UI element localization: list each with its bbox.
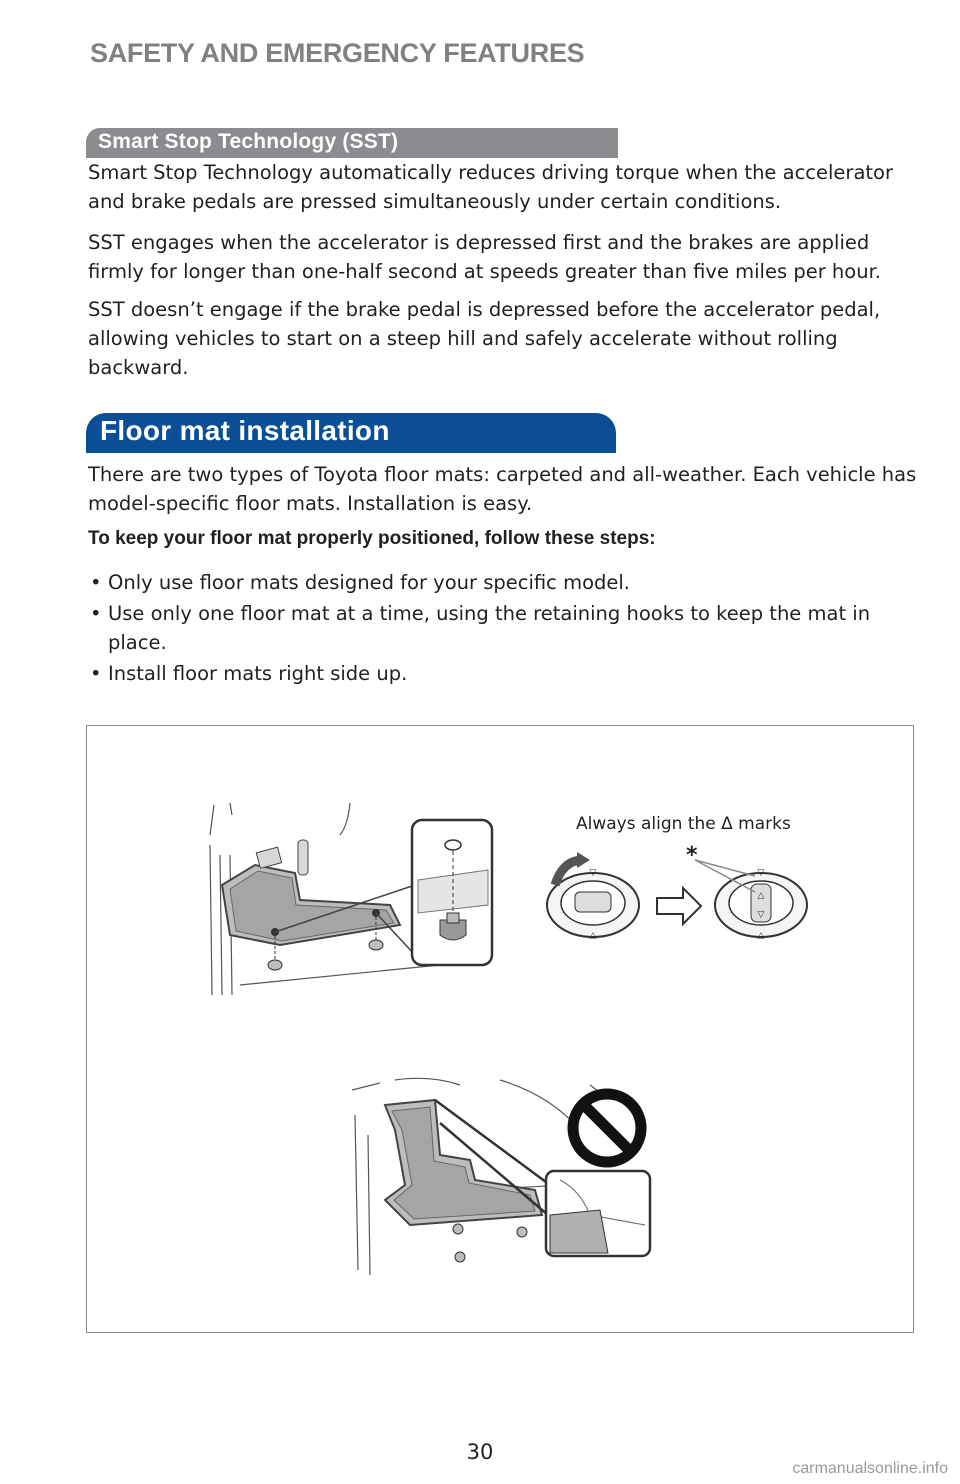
- svg-text:△: △: [589, 931, 597, 941]
- bullet: •: [90, 662, 102, 685]
- step-text: Only use floor mats designed for your specific model.: [108, 571, 630, 594]
- steps-lead: To keep your floor mat properly positioned, follow these steps:: [88, 528, 656, 549]
- step-text: Install floor mats right side up.: [108, 662, 408, 685]
- section-heading-sst: Smart Stop Technology (SST): [98, 130, 399, 153]
- floor-mat-hook-illustration: [200, 795, 500, 1000]
- svg-text:▽: ▽: [757, 910, 765, 920]
- watermark: carmanualsonline.info: [792, 1460, 948, 1477]
- bullet: •: [90, 602, 102, 625]
- figure-caption: Always align the Δ marks: [576, 814, 791, 834]
- section-heading-bar-sst: [86, 128, 618, 158]
- sst-paragraph-2: SST engages when the accelerator is depressed first and the brakes are applied firmly for longer than one-half second at speeds greater than five miles per hour.: [88, 231, 881, 283]
- floor-mat-intro: There are two types of Toyota floor mats: carpeted and all-weather. Each vehicle has model-specific floor mats. Installation is easy.: [88, 463, 917, 515]
- prohibited-icon: [567, 1088, 647, 1168]
- svg-text:▽: ▽: [757, 868, 765, 878]
- list-item: [88, 568, 918, 597]
- list-item: [88, 599, 918, 657]
- figure-asterisk: *: [686, 843, 698, 868]
- sst-paragraph-3: SST doesn’t engage if the brake pedal is depressed before the accelerator pedal, allowing vehicles to start on a steep hill and safely accelerate without rolling backward.: [88, 298, 881, 379]
- steps-list: [88, 568, 918, 690]
- step-text: Use only one floor mat at a time, using the retaining hooks to keep the mat in place.: [108, 602, 871, 654]
- bullet: •: [90, 571, 102, 594]
- sst-paragraph-1: Smart Stop Technology automatically reduces driving torque when the accelerator and brake pedals are pressed simultaneously under certain conditions.: [88, 161, 893, 213]
- section-heading-floor-mat: Floor mat installation: [100, 415, 390, 446]
- svg-text:△: △: [757, 931, 765, 941]
- chapter-title: SAFETY AND EMERGENCY FEATURES: [90, 38, 585, 68]
- svg-text:▽: ▽: [589, 868, 597, 878]
- hook-lock-rotation-illustration: [545, 840, 815, 950]
- page-number: 30: [466, 1440, 494, 1464]
- list-item: [88, 659, 918, 688]
- section-heading-bar-floor-mat: [86, 413, 616, 453]
- svg-text:△: △: [757, 891, 765, 901]
